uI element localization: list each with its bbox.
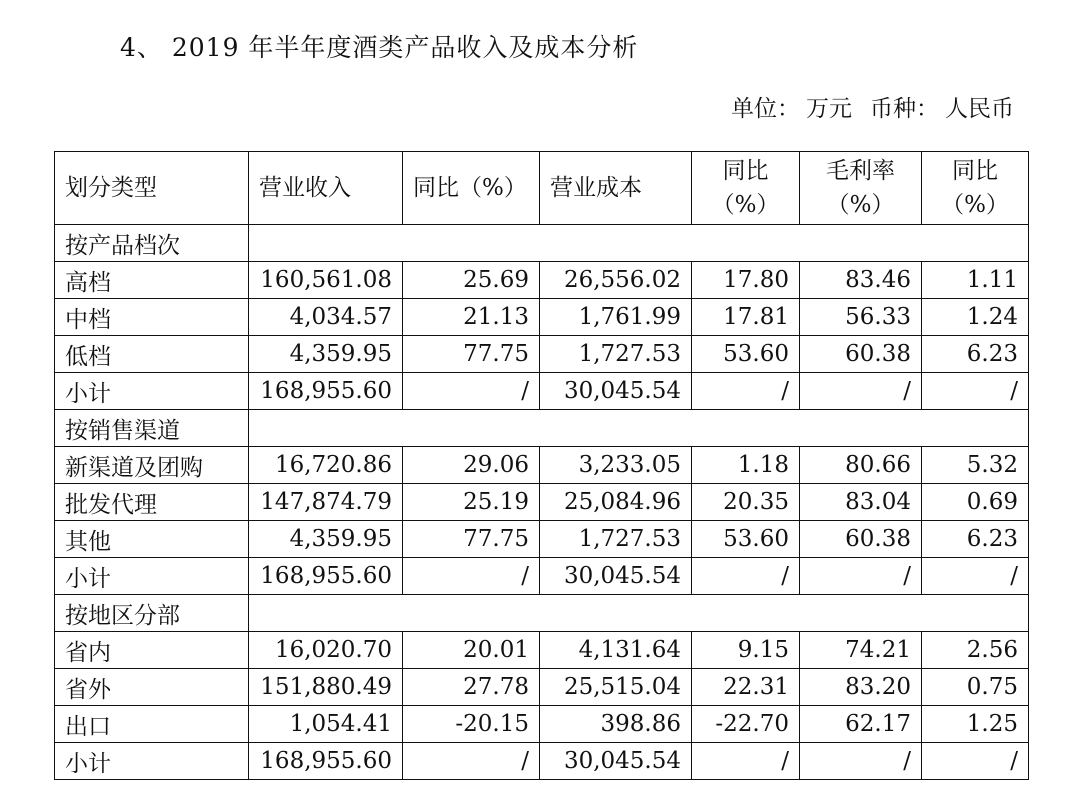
table-cell: 168,955.60 [249,743,403,780]
row-label: 低档 [55,336,249,373]
table-cell: 168,955.60 [249,558,403,595]
table-cell: 1.25 [922,706,1029,743]
table-row [55,373,1029,410]
header-row [55,152,1029,225]
table-row [55,632,1029,669]
table-cell: 151,880.49 [249,669,403,706]
table-cell: 20.01 [403,632,540,669]
table-cell: 4,359.95 [249,521,403,558]
unit-line [731,90,1014,123]
table-row [55,299,1029,336]
section-row [55,595,1029,632]
table-cell: 22.31 [692,669,800,706]
page-title: 4、 2019 年半年度酒类产品收入及成本分析 [120,33,639,62]
table-cell: 160,561.08 [249,262,403,299]
currency-value: 人民币 [945,96,1014,122]
table-cell: 3,233.05 [540,447,692,484]
table-cell: 83.04 [800,484,922,521]
section-row [55,225,1029,262]
table-cell: -20.15 [403,706,540,743]
table-cell: 1,761.99 [540,299,692,336]
revenue-cost-table [54,151,1029,780]
section-title: 按产品档次 [55,225,249,262]
table-cell: / [403,743,540,780]
table-cell: / [403,558,540,595]
table-cell: 77.75 [403,521,540,558]
header-revenue: 营业收入 [249,152,403,225]
table-cell: 4,034.57 [249,299,403,336]
table-cell: / [800,373,922,410]
table-cell: 27.78 [403,669,540,706]
table-cell: 26,556.02 [540,262,692,299]
table-cell: / [922,558,1029,595]
table-row [55,669,1029,706]
table-cell: 147,874.79 [249,484,403,521]
section-title: 按地区分部 [55,595,249,632]
table-cell: 17.80 [692,262,800,299]
table-cell: 30,045.54 [540,743,692,780]
table-cell: / [403,373,540,410]
table-cell: / [692,558,800,595]
table-cell: 5.32 [922,447,1029,484]
table-row [55,743,1029,780]
section-blank [249,595,1029,632]
table-cell: / [800,558,922,595]
table-cell: 9.15 [692,632,800,669]
table-cell: 4,131.64 [540,632,692,669]
table-cell: 0.75 [922,669,1029,706]
table-cell: 1,727.53 [540,521,692,558]
header-margin-yoy: 同比 （%） [922,152,1029,225]
table-cell: 53.60 [692,521,800,558]
table-cell: 1.18 [692,447,800,484]
currency-label: 币种： [870,96,939,122]
table-cell: 74.21 [800,632,922,669]
row-label: 出口 [55,706,249,743]
table-cell: 1,727.53 [540,336,692,373]
row-label: 小计 [55,743,249,780]
table-cell: / [922,743,1029,780]
table-cell: 62.17 [800,706,922,743]
table-cell: 25.19 [403,484,540,521]
table-cell: 16,020.70 [249,632,403,669]
table-cell: 20.35 [692,484,800,521]
section-blank [249,410,1029,447]
table-cell: 25,515.04 [540,669,692,706]
row-label: 其他 [55,521,249,558]
table-row [55,521,1029,558]
table-cell: 77.75 [403,336,540,373]
table-cell: 29.06 [403,447,540,484]
table-cell: / [692,743,800,780]
table-cell: 398.86 [540,706,692,743]
table-cell: 17.81 [692,299,800,336]
row-label: 新渠道及团购 [55,447,249,484]
table-cell: 83.46 [800,262,922,299]
table-cell: 53.60 [692,336,800,373]
section-title: 按销售渠道 [55,410,249,447]
table-cell: 60.38 [800,521,922,558]
row-label: 省内 [55,632,249,669]
table-cell: 6.23 [922,521,1029,558]
table-cell: 21.13 [403,299,540,336]
table-cell: 30,045.54 [540,558,692,595]
table-cell: 16,720.86 [249,447,403,484]
header-cost-yoy: 同比 （%） [692,152,800,225]
row-label: 小计 [55,373,249,410]
header-gross-margin: 毛利率 （%） [800,152,922,225]
table-cell: 25,084.96 [540,484,692,521]
row-label: 批发代理 [55,484,249,521]
table-cell: 1.24 [922,299,1029,336]
table-cell: / [922,373,1029,410]
table-cell: 168,955.60 [249,373,403,410]
table-cell: 4,359.95 [249,336,403,373]
header-category: 划分类型 [55,152,249,225]
section-blank [249,225,1029,262]
row-label: 高档 [55,262,249,299]
table-row [55,706,1029,743]
table-row [55,262,1029,299]
table-cell: 1,054.41 [249,706,403,743]
table-cell: 25.69 [403,262,540,299]
row-label: 中档 [55,299,249,336]
table-cell: 0.69 [922,484,1029,521]
table-cell: 80.66 [800,447,922,484]
table-cell: 1.11 [922,262,1029,299]
header-cost: 营业成本 [540,152,692,225]
row-label: 省外 [55,669,249,706]
table-cell: / [800,743,922,780]
table-row [55,558,1029,595]
table-cell: 60.38 [800,336,922,373]
table-cell: / [692,373,800,410]
table-row [55,484,1029,521]
unit-value: 万元 [806,96,852,122]
header-revenue-yoy: 同比（%） [403,152,540,225]
section-row [55,410,1029,447]
table-row [55,447,1029,484]
unit-label: 单位： [731,96,800,122]
row-label: 小计 [55,558,249,595]
table-cell: 83.20 [800,669,922,706]
table-cell: 2.56 [922,632,1029,669]
table-cell: 6.23 [922,336,1029,373]
table-cell: 56.33 [800,299,922,336]
table-cell: 30,045.54 [540,373,692,410]
table-row [55,336,1029,373]
table-cell: -22.70 [692,706,800,743]
